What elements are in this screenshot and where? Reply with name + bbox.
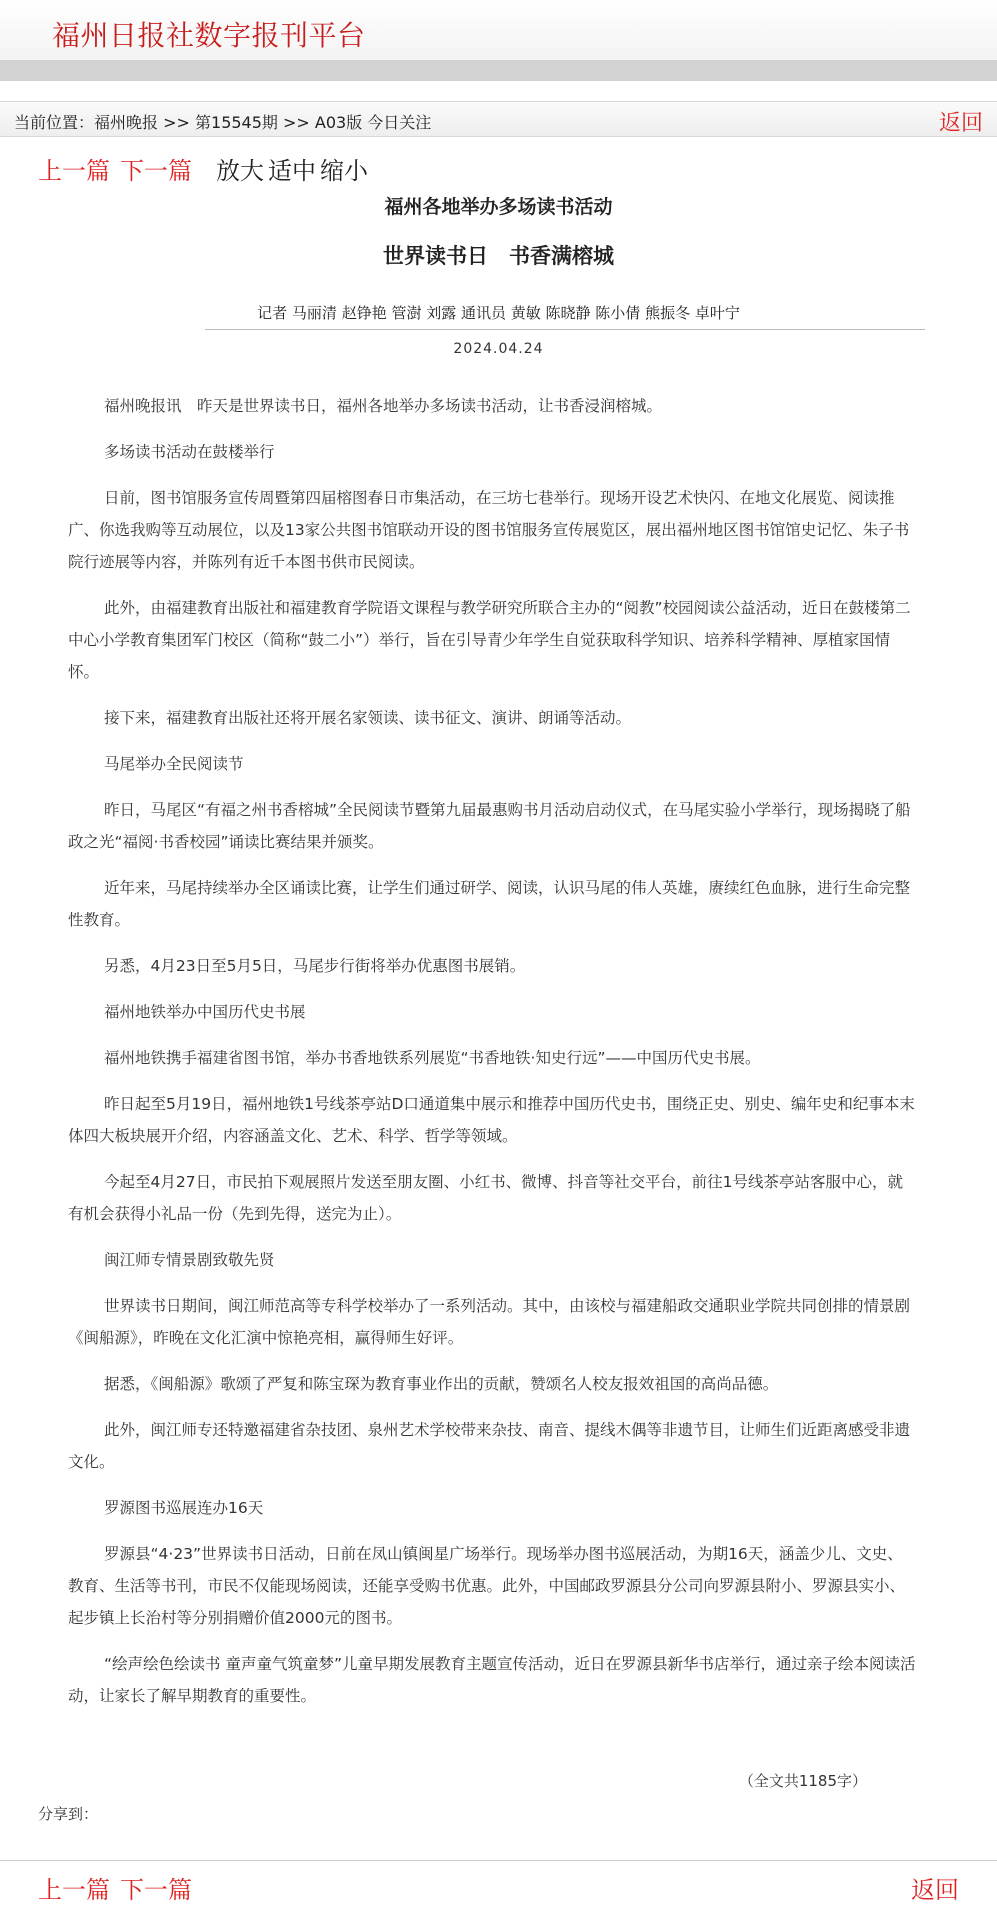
breadcrumb-paper[interactable]: 福州晚报: [94, 113, 159, 132]
article-authors: 记者 马丽清 赵铮艳 管澍 刘露 通讯员 黄敏 陈晓静 陈小倩 熊振冬 卓叶宁: [257, 304, 740, 322]
footer-nav: [38, 1870, 202, 1905]
zoom-in-link[interactable]: 放大: [216, 157, 264, 185]
prev-article-link[interactable]: 上一篇: [38, 1876, 110, 1904]
section-heading: 福州地铁举办中国历代史书展: [104, 1003, 306, 1021]
breadcrumb-separator: >>: [158, 113, 196, 132]
divider: [205, 329, 925, 330]
paragraph: 另悉，4月23日至5月5日，马尾步行街将举办优惠图书展销。: [104, 957, 526, 975]
paragraph: 接下来，福建教育出版社还将开展名家领读、读书征文、演讲、朗诵等活动。: [104, 709, 632, 727]
paragraph: 罗源县“4·23”世界读书日活动，日前在凤山镇闽星广场举行。现场举办图书巡展活动，为期16天，涵盖少儿、文史、教育、生活等书刊，市民不仅能现场阅读，还能享受购书优惠。此外，中国邮政罗源县分公司向罗源县附小、罗源县实小、起步镇上长治村等分别捐赠价值2000元的图书。: [68, 1545, 906, 1627]
zoom-out-link[interactable]: 缩小: [320, 157, 368, 185]
header-band: [0, 60, 997, 81]
share-label: 分享到：: [38, 1805, 99, 1823]
article-nav: [38, 151, 368, 186]
word-count: （全文共1185字）: [738, 1772, 867, 1790]
zoom-fit-link[interactable]: 适中: [268, 157, 316, 185]
paragraph: 福州地铁携手福建省图书馆，举办书香地铁系列展览“书香地铁·知史行远”——中国历代史书展。: [104, 1049, 761, 1067]
paragraph: “绘声绘色绘读书 童声童气筑童梦”儿童早期发展教育主题宣传活动，近日在罗源县新华书店举行，通过亲子绘本阅读活动，让家长了解早期教育的重要性。: [68, 1655, 916, 1705]
paragraph: 此外，由福建教育出版社和福建教育学院语文课程与教学研究所联合主办的“阅教”校园阅读公益活动，近日在鼓楼第二中心小学教育集团军门校区（简称“鼓二小”）举行，旨在引导青少年学生自觉获取科学知识、培养科学精神、厚植家国情怀。: [68, 599, 911, 681]
paragraph: 据悉，《闽船源》歌颂了严复和陈宝琛为教育事业作出的贡献，赞颂名人校友报效祖国的高尚品德。: [104, 1375, 779, 1393]
next-article-link[interactable]: 下一篇: [120, 1876, 192, 1904]
header-spacer: [0, 81, 997, 101]
section-heading: 罗源图书巡展连办16天: [104, 1499, 264, 1517]
paragraph: 福州晚报讯 昨天是世界读书日，福州各地举办多场读书活动，让书香浸润榕城。: [104, 397, 663, 415]
breadcrumb-page[interactable]: A03版 今日关注: [314, 113, 432, 132]
breadcrumb-bar: [0, 101, 997, 137]
section-heading: 闽江师专情景剧致敬先贤: [104, 1251, 275, 1269]
article-subtitle: 福州各地举办多场读书活动: [384, 196, 613, 218]
back-link[interactable]: 返回: [911, 1876, 959, 1904]
site-title[interactable]: 福州日报社数字报刊平台: [52, 19, 366, 52]
breadcrumb-issue[interactable]: 第15545期: [195, 113, 278, 132]
paragraph: 今起至4月27日，市民拍下观展照片发送至朋友圈、小红书、微博、抖音等社交平台，前往1号线茶亭站客服中心，就有机会获得小礼品一份（先到先得，送完为止）。: [68, 1173, 903, 1223]
paragraph: 此外，闽江师专还特邀福建省杂技团、泉州艺术学校带来杂技、南音、提线木偶等非遗节目，让师生们近距离感受非遗文化。: [68, 1421, 911, 1471]
paragraph: 日前，图书馆服务宣传周暨第四届榕图春日市集活动，在三坊七巷举行。现场开设艺术快闪、在地文化展览、阅读推广、你选我购等互动展位，以及13家公共图书馆联动开设的图书馆服务宣传展览区，展出福州地区图书馆馆史记忆、朱子书院行迹展等内容，并陈列有近千本图书供市民阅读。: [68, 489, 910, 571]
breadcrumb-label: 当前位置：: [14, 113, 95, 132]
back-link[interactable]: 返回: [938, 111, 983, 136]
paragraph: 昨日起至5月19日，福州地铁1号线茶亭站D口通道集中展示和推荐中国历代史书，围绕正史、别史、编年史和纪事本末体四大板块展开介绍，内容涵盖文化、艺术、科学、哲学等领域。: [68, 1095, 915, 1145]
article-body: [68, 390, 918, 1726]
article-title: 世界读书日 书香满榕城: [383, 244, 614, 268]
prev-article-link[interactable]: 上一篇: [38, 157, 110, 185]
breadcrumb: [14, 110, 431, 133]
paragraph: 昨日，马尾区“有福之州书香榕城”全民阅读节暨第九届最惠购书月活动启动仪式，在马尾实验小学举行，现场揭晓了船政之光“福阅·书香校园”诵读比赛结果并颁奖。: [68, 801, 911, 851]
next-article-link[interactable]: 下一篇: [120, 157, 192, 185]
breadcrumb-separator: >>: [277, 113, 315, 132]
section-heading: 马尾举办全民阅读节: [104, 755, 244, 773]
section-heading: 多场读书活动在鼓楼举行: [104, 443, 275, 461]
paragraph: 近年来，马尾持续举办全区诵读比赛，让学生们通过研学、阅读，认识马尾的伟人英雄，赓续红色血脉，进行生命完整性教育。: [68, 879, 911, 929]
site-header: [0, 0, 997, 60]
article-date: 2024.04.24: [453, 341, 544, 357]
paragraph: 世界读书日期间，闽江师范高等专科学校举办了一系列活动。其中，由该校与福建船政交通职业学院共同创排的情景剧《闽船源》，昨晚在文化汇演中惊艳亮相，赢得师生好评。: [68, 1297, 911, 1347]
footer-divider: [0, 1860, 997, 1861]
